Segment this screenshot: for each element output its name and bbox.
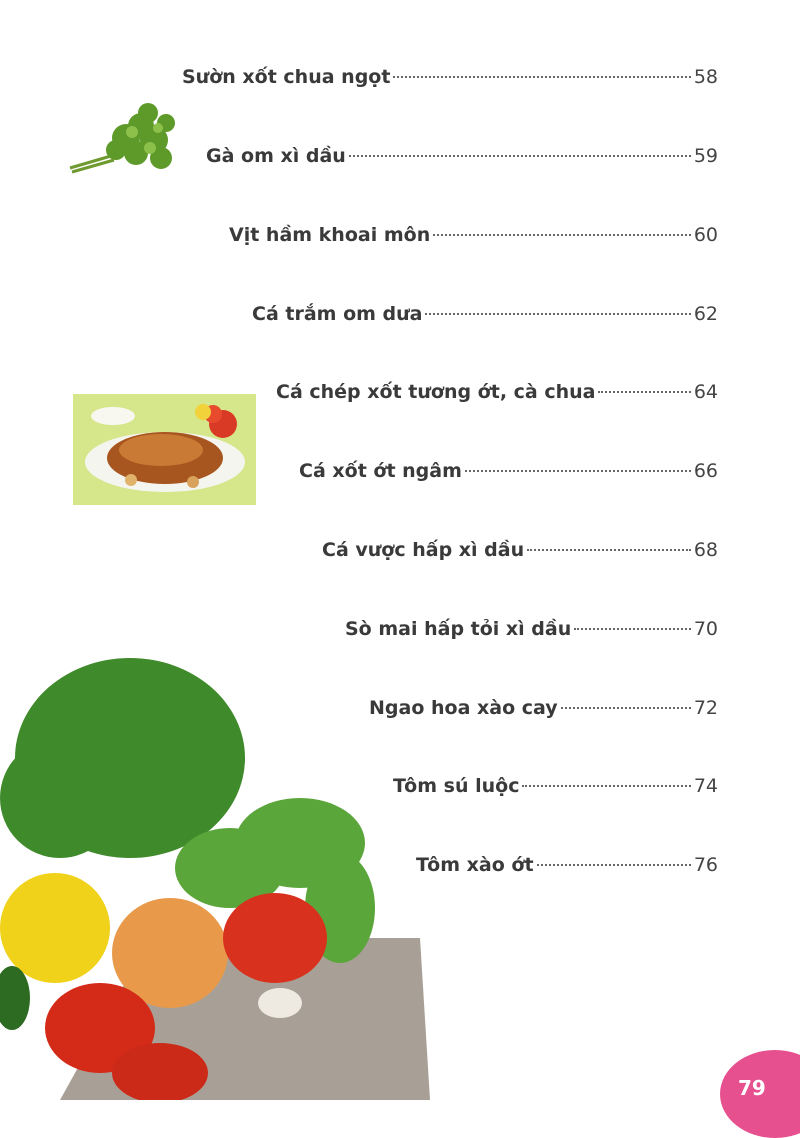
leader-dots: [425, 313, 690, 315]
toc-page-number: 59: [693, 145, 718, 167]
toc-page-number: 64: [693, 381, 718, 403]
vegetables-image: [0, 648, 430, 1100]
leader-dots: [527, 549, 691, 551]
toc-title: Sò mai hấp tỏi xì dầu: [345, 618, 572, 640]
leader-dots: [433, 234, 691, 236]
leader-dots: [522, 785, 690, 787]
toc-entry[interactable]: [369, 697, 718, 727]
toc-entry[interactable]: [416, 854, 718, 884]
leader-dots: [349, 155, 691, 157]
toc-title: Cá vược hấp xì dầu: [322, 539, 525, 561]
leader-dots: [393, 76, 690, 78]
toc-title: Cá chép xốt tương ớt, cà chua: [276, 381, 596, 403]
herb-sprig-image: [66, 98, 181, 180]
toc-entry[interactable]: [345, 618, 718, 648]
toc-entry[interactable]: [252, 303, 718, 333]
toc-page-number: 76: [693, 854, 718, 876]
leader-dots: [465, 470, 691, 472]
toc-title: Tôm sú luộc: [393, 775, 520, 797]
toc-entry[interactable]: [276, 381, 718, 411]
toc-page-number: 58: [693, 66, 718, 88]
toc-title: Sườn xốt chua ngọt: [182, 66, 391, 88]
page-number: 79: [738, 1076, 766, 1100]
roast-chicken-image: [73, 394, 256, 505]
toc-page-number: 74: [693, 775, 718, 797]
toc-entry[interactable]: [322, 539, 718, 569]
toc-entry[interactable]: [299, 460, 718, 490]
toc-title: Ngao hoa xào cay: [369, 697, 558, 719]
toc-title: Cá trắm om dưa: [252, 303, 423, 325]
leader-dots: [598, 391, 690, 393]
leader-dots: [574, 628, 691, 630]
toc-entry[interactable]: [206, 145, 718, 175]
leader-dots: [537, 864, 691, 866]
toc-title: Gà om xì dầu: [206, 145, 346, 167]
toc-page-number: 62: [693, 303, 718, 325]
leader-dots: [561, 707, 691, 709]
toc-entry[interactable]: [182, 66, 718, 96]
toc-entry[interactable]: [393, 775, 718, 805]
toc-entry[interactable]: [229, 224, 718, 254]
toc-title: Cá xốt ớt ngâm: [299, 460, 462, 482]
toc-page-number: 70: [693, 618, 718, 640]
toc-page-number: 72: [693, 697, 718, 719]
toc-page-number: 66: [693, 460, 718, 482]
toc-page-number: 60: [693, 224, 718, 246]
toc-title: Tôm xào ớt: [416, 854, 534, 876]
toc-page-number: 68: [693, 539, 718, 561]
toc-title: Vịt hầm khoai môn: [229, 224, 431, 246]
